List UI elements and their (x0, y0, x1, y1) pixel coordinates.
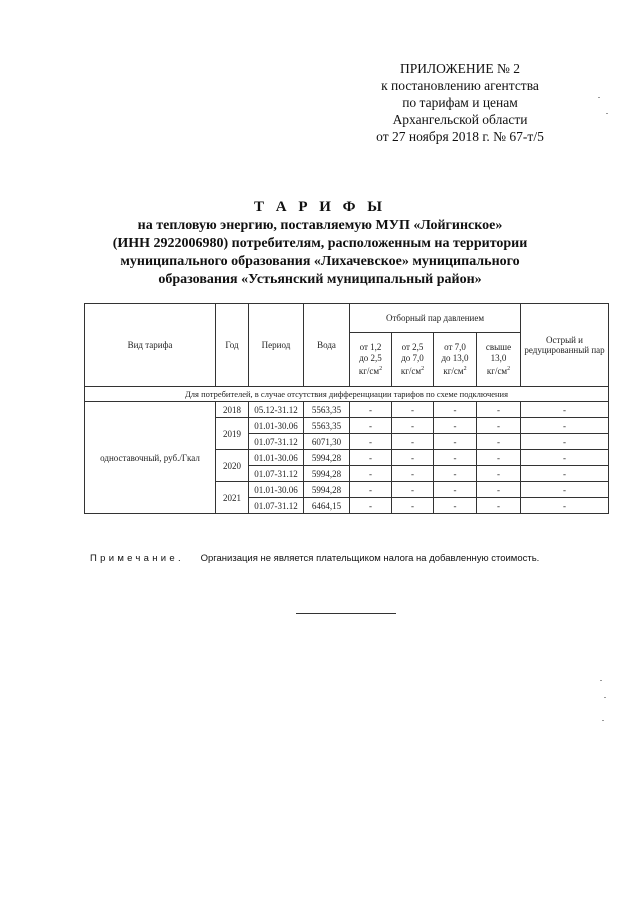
period-cell: 01.01-30.06 (249, 482, 304, 498)
header-steam-1: от 1,2 до 2,5 $кг/см^2$ (350, 333, 392, 387)
dash-cell: - (392, 482, 434, 498)
footnote (90, 553, 610, 564)
table-row (85, 402, 609, 418)
period-cell: 01.07-31.12 (249, 434, 304, 450)
dash-cell: - (434, 418, 477, 434)
dash-cell: - (350, 482, 392, 498)
dash-cell: - (350, 418, 392, 434)
appendix-date: от 27 ноября 2018 г. № 67-т/5 (376, 129, 544, 144)
water-cell: 5563,35 (304, 418, 350, 434)
appendix-header (340, 60, 580, 145)
dash-cell: - (434, 434, 477, 450)
year-cell: 2019 (216, 418, 249, 450)
scan-speck (602, 720, 604, 721)
dash-cell: - (477, 450, 521, 466)
header-steam-4: свыше 13,0 $кг/см^2$ (477, 333, 521, 387)
dash-cell: - (477, 498, 521, 514)
dash-cell: - (521, 450, 609, 466)
period-cell: 01.07-31.12 (249, 498, 304, 514)
dash-cell: - (392, 402, 434, 418)
title-line: (ИНН 2922006980) потребителям, расположенным на территории (112, 236, 528, 251)
dash-cell: - (477, 434, 521, 450)
title-line: муниципального образования «Лихачевское» муниципального (120, 254, 520, 269)
dash-cell: - (434, 402, 477, 418)
header-steam-group: Отборный пар давлением (350, 304, 521, 333)
document-title (60, 198, 580, 289)
appendix-line: к постановлению агентства (381, 78, 539, 93)
title-line: образования «Устьянский муниципальный район» (158, 272, 482, 287)
header-period: Период (249, 304, 304, 387)
dash-cell: - (392, 498, 434, 514)
dash-cell: - (350, 402, 392, 418)
dash-cell: - (434, 450, 477, 466)
water-cell: 5994,28 (304, 466, 350, 482)
dash-cell: - (392, 418, 434, 434)
dash-cell: - (392, 450, 434, 466)
appendix-title: ПРИЛОЖЕНИЕ № 2 (399, 61, 521, 76)
appendix-line: по тарифам и ценам (402, 95, 518, 110)
dash-cell: - (521, 434, 609, 450)
dash-cell: - (521, 418, 609, 434)
tariff-table (84, 303, 609, 514)
water-cell: 6464,15 (304, 498, 350, 514)
period-cell: 05.12-31.12 (249, 402, 304, 418)
year-cell: 2018 (216, 402, 249, 418)
header-year: Год (216, 304, 249, 387)
dash-cell: - (434, 498, 477, 514)
tariff-type-cell: одноставочный, руб./Гкал (85, 402, 216, 514)
dash-cell: - (350, 434, 392, 450)
dash-cell: - (392, 434, 434, 450)
header-tariff-type: Вид тарифа (85, 304, 216, 387)
dash-cell: - (350, 450, 392, 466)
header-sharp-steam: Острый и редуцированный пар (521, 304, 609, 387)
period-cell: 01.01-30.06 (249, 418, 304, 434)
period-cell: 01.07-31.12 (249, 466, 304, 482)
scan-speck (604, 697, 606, 698)
dash-cell: - (477, 402, 521, 418)
water-cell: 6071,30 (304, 434, 350, 450)
scan-speck (598, 97, 600, 98)
consumer-group-row: Для потребителей, в случае отсутствия дифференциации тарифов по схеме подключения (85, 387, 609, 402)
year-cell: 2020 (216, 450, 249, 482)
scan-speck (600, 680, 602, 681)
period-cell: 01.01-30.06 (249, 450, 304, 466)
dash-cell: - (392, 466, 434, 482)
year-cell: 2021 (216, 482, 249, 514)
water-cell: 5994,28 (304, 482, 350, 498)
footnote-text: Организация не является плательщиком налога на добавленную стоимость. (200, 553, 540, 564)
header-steam-3: от 7,0 до 13,0 $кг/см^2$ (434, 333, 477, 387)
dash-cell: - (477, 466, 521, 482)
dash-cell: - (521, 498, 609, 514)
title-heading: Т А Р И Ф Ы (253, 199, 387, 215)
dash-cell: - (521, 402, 609, 418)
dash-cell: - (350, 466, 392, 482)
dash-cell: - (521, 466, 609, 482)
water-cell: 5994,28 (304, 450, 350, 466)
water-cell: 5563,35 (304, 402, 350, 418)
dash-cell: - (350, 498, 392, 514)
header-water: Вода (304, 304, 350, 387)
appendix-line: Архангельской области (392, 112, 528, 127)
dash-cell: - (434, 482, 477, 498)
footnote-label: Примечание. (90, 553, 184, 564)
separator-line (296, 613, 396, 614)
dash-cell: - (477, 482, 521, 498)
dash-cell: - (434, 466, 477, 482)
dash-cell: - (477, 418, 521, 434)
header-steam-2: от 2,5 до 7,0 $кг/см^2$ (392, 333, 434, 387)
title-line: на тепловую энергию, поставляемую МУП «Лойгинское» (137, 218, 503, 233)
dash-cell: - (521, 482, 609, 498)
scan-speck (606, 113, 608, 114)
